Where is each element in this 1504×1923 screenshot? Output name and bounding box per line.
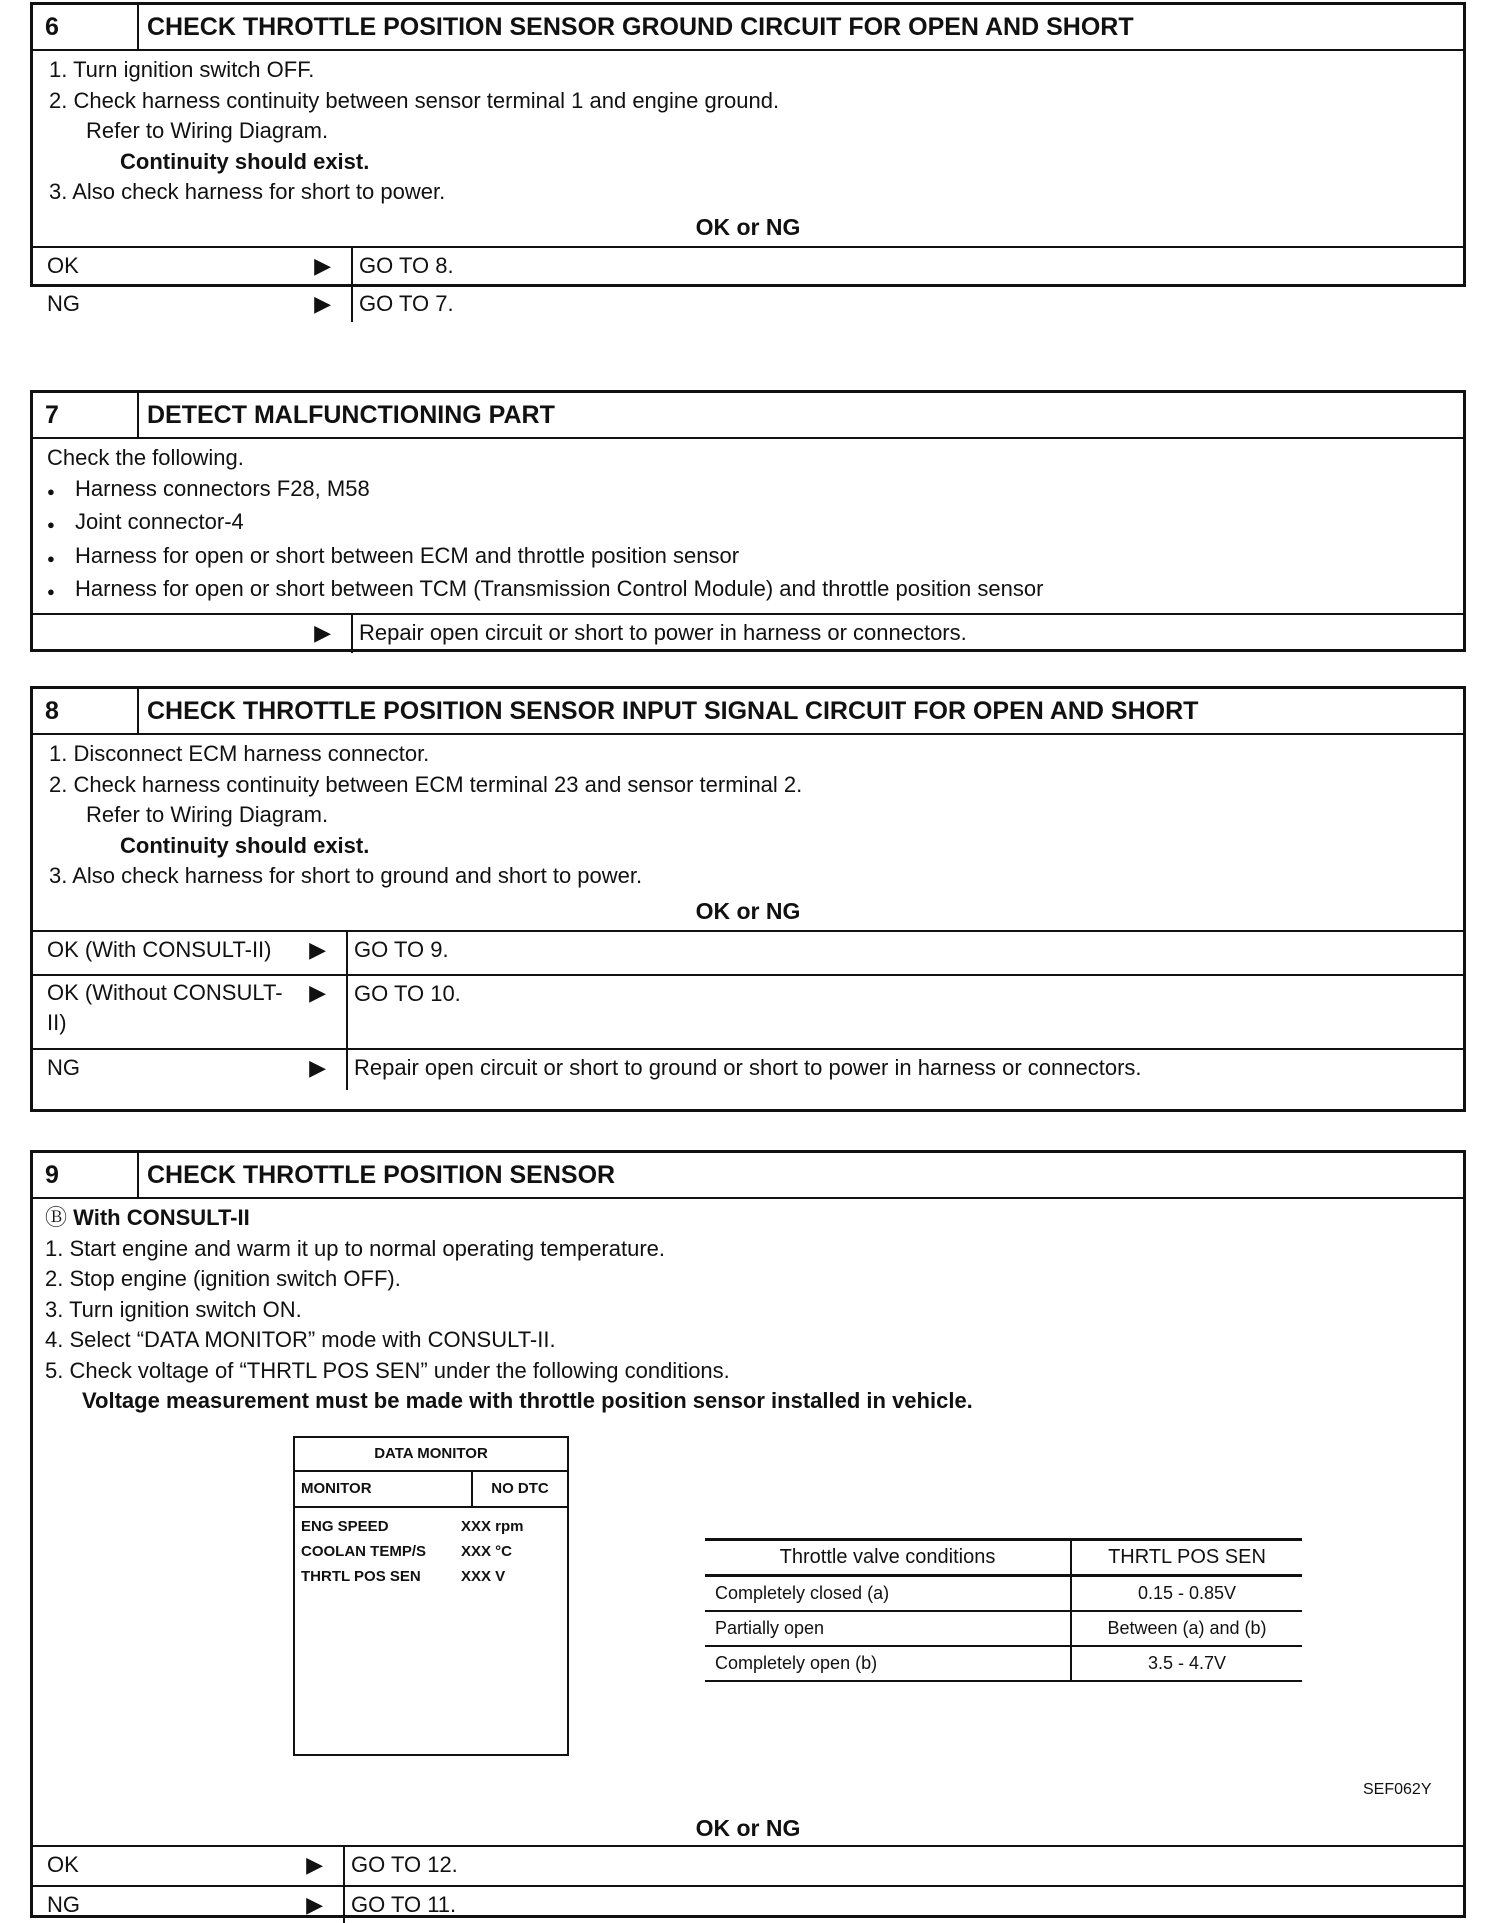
- instruction-line: 2. Stop engine (ignition switch OFF).: [45, 1266, 401, 1291]
- result-action: GO TO 11.: [343, 1887, 1463, 1923]
- instruction-line: 2. Check harness continuity between sensor terminal 1 and engine ground.: [49, 87, 780, 113]
- step-header: [33, 393, 1463, 439]
- table-row: [705, 1611, 1302, 1646]
- table-row: [705, 1646, 1302, 1681]
- figure-code: SEF062Y: [1363, 1781, 1432, 1798]
- table-row: [705, 1576, 1302, 1612]
- result-label: NG: [47, 290, 80, 316]
- arrow-right-icon: ▶: [309, 979, 326, 1005]
- result-label: NG: [47, 1054, 80, 1080]
- consult-mode-icon: Ⓑ: [45, 1205, 68, 1230]
- result-row: [33, 246, 1463, 284]
- step-body: [33, 439, 1463, 613]
- result-action: GO TO 7.: [351, 286, 1463, 322]
- step-number: 8: [33, 689, 139, 733]
- result-label: OK (Without CONSULT- II): [47, 979, 283, 1035]
- step-header: [33, 689, 1463, 735]
- instruction-line: 3. Turn ignition switch ON.: [45, 1296, 302, 1322]
- no-dtc-label: NO DTC: [491, 1480, 549, 1497]
- instruction-line: 3. Also check harness for short to power.: [49, 179, 446, 204]
- step-7-box: [30, 390, 1466, 652]
- step-header: [33, 1153, 1463, 1199]
- step-6-box: [30, 2, 1466, 316]
- mode-line: Ⓑ With CONSULT-II: [45, 1205, 250, 1230]
- refer-note: Refer to Wiring Diagram.: [86, 802, 329, 827]
- list-item: ● Harness for open or short between ECM and throttle position sensor: [47, 541, 1447, 575]
- result-row: [33, 930, 1463, 974]
- result-label: OK: [47, 1852, 79, 1877]
- table-cell: Partially open: [705, 1611, 1071, 1646]
- step-body: [33, 51, 1463, 208]
- bullet-icon: ●: [47, 517, 55, 532]
- step-header: [33, 5, 1463, 51]
- ok-ng-label: OK or NG: [695, 1815, 801, 1841]
- result-action: GO TO 8.: [351, 248, 1463, 284]
- step-8-box: [30, 686, 1466, 1112]
- data-monitor-figure: [293, 1436, 569, 1756]
- table-cell: 3.5 - 4.7V: [1071, 1646, 1302, 1681]
- result-row: [33, 974, 1463, 1048]
- step-9-box: [30, 1150, 1466, 1918]
- data-monitor-header: [295, 1472, 567, 1508]
- ok-ng-label: OK or NG: [695, 213, 801, 240]
- step-title: CHECK THROTTLE POSITION SENSOR GROUND CIRCUIT FOR OPEN AND SHORT: [147, 12, 1134, 41]
- table-header: Throttle valve conditions: [705, 1540, 1071, 1576]
- list-item: ● Harness for open or short between TCM (Transmission Control Module) and throttle position sensor: [47, 574, 1447, 608]
- result-row: [33, 1845, 1463, 1885]
- step-number: 6: [33, 5, 139, 49]
- result-action: GO TO 9.: [346, 932, 1463, 974]
- instruction-line: 1. Disconnect ECM harness connector.: [49, 741, 430, 766]
- step-title: CHECK THROTTLE POSITION SENSOR: [147, 1160, 616, 1189]
- spec-note: Continuity should exist.: [120, 832, 370, 858]
- refer-note: Refer to Wiring Diagram.: [86, 118, 329, 143]
- arrow-right-icon: ▶: [309, 1054, 326, 1080]
- result-label: OK (With CONSULT-II): [47, 936, 272, 962]
- instruction-line: 2. Check harness continuity between ECM terminal 23 and sensor terminal 2.: [49, 771, 803, 797]
- table-cell: Completely closed (a): [705, 1576, 1071, 1612]
- result-row: [33, 613, 1463, 653]
- bullet-icon: ●: [47, 550, 55, 566]
- spec-note: Continuity should exist.: [120, 148, 370, 174]
- list-item: ● Joint connector-4: [47, 507, 1447, 541]
- bullet-icon: ●: [47, 584, 55, 599]
- result-row: [33, 1048, 1463, 1090]
- result-rows: [33, 1845, 1463, 1923]
- list-item: ● Harness connectors F28, M58: [47, 474, 1447, 508]
- result-label: NG: [47, 1892, 80, 1917]
- arrow-right-icon: ▶: [306, 1852, 323, 1877]
- result-row: [33, 1885, 1463, 1923]
- instruction-line: 3. Also check harness for short to ground and short to power.: [49, 863, 643, 888]
- warning-note: Voltage measurement must be made with throttle position sensor installed in vehicle.: [82, 1388, 973, 1413]
- arrow-right-icon: ▶: [306, 1892, 323, 1917]
- arrow-right-icon: ▶: [314, 620, 331, 645]
- step-number: 7: [33, 393, 139, 437]
- result-label: OK: [47, 252, 79, 278]
- data-monitor-title: DATA MONITOR: [295, 1438, 567, 1472]
- instruction-line: 4. Select “DATA MONITOR” mode with CONSULT-II.: [45, 1327, 556, 1352]
- monitor-item: THRTL POS SEN XXX V: [301, 1568, 506, 1585]
- arrow-right-icon: ▶: [309, 936, 326, 962]
- result-action: GO TO 10.: [346, 976, 1463, 1048]
- result-row: [33, 284, 1463, 322]
- table-cell: 0.15 - 0.85V: [1071, 1576, 1302, 1612]
- result-action: GO TO 12.: [343, 1847, 1463, 1885]
- table-header: THRTL POS SEN: [1071, 1540, 1302, 1576]
- instruction-line: 1. Turn ignition switch OFF.: [49, 57, 315, 82]
- throttle-voltage-table: [705, 1538, 1302, 1682]
- data-monitor-items: [295, 1508, 567, 1595]
- step-title: CHECK THROTTLE POSITION SENSOR INPUT SIGNAL CIRCUIT FOR OPEN AND SHORT: [147, 696, 1199, 725]
- monitor-item: COOLAN TEMP/S XXX °C: [301, 1543, 513, 1560]
- arrow-right-icon: ▶: [314, 252, 331, 278]
- step-body: [33, 735, 1463, 892]
- step-body: [33, 1199, 1463, 1417]
- instruction-line: 5. Check voltage of “THRTL POS SEN” under the following conditions.: [45, 1357, 730, 1383]
- arrow-right-icon: ▶: [314, 290, 331, 316]
- table-header-row: [705, 1540, 1302, 1576]
- bullet-icon: ●: [47, 483, 55, 499]
- monitor-item: ENG SPEED XXX rpm: [301, 1518, 524, 1535]
- table-cell: Between (a) and (b): [1071, 1611, 1302, 1646]
- result-action: Repair open circuit or short to ground or short to power in harness or connectors.: [346, 1050, 1463, 1090]
- monitor-label: MONITOR: [295, 1472, 473, 1506]
- ok-ng-label: OK or NG: [695, 897, 801, 924]
- table-cell: Completely open (b): [705, 1646, 1071, 1681]
- step-number: 9: [33, 1153, 139, 1197]
- intro-text: Check the following.: [47, 445, 244, 470]
- result-action: Repair open circuit or short to power in harness or connectors.: [351, 615, 1463, 653]
- instruction-line: 1. Start engine and warm it up to normal operating temperature.: [45, 1235, 666, 1261]
- step-title: DETECT MALFUNCTIONING PART: [147, 400, 555, 429]
